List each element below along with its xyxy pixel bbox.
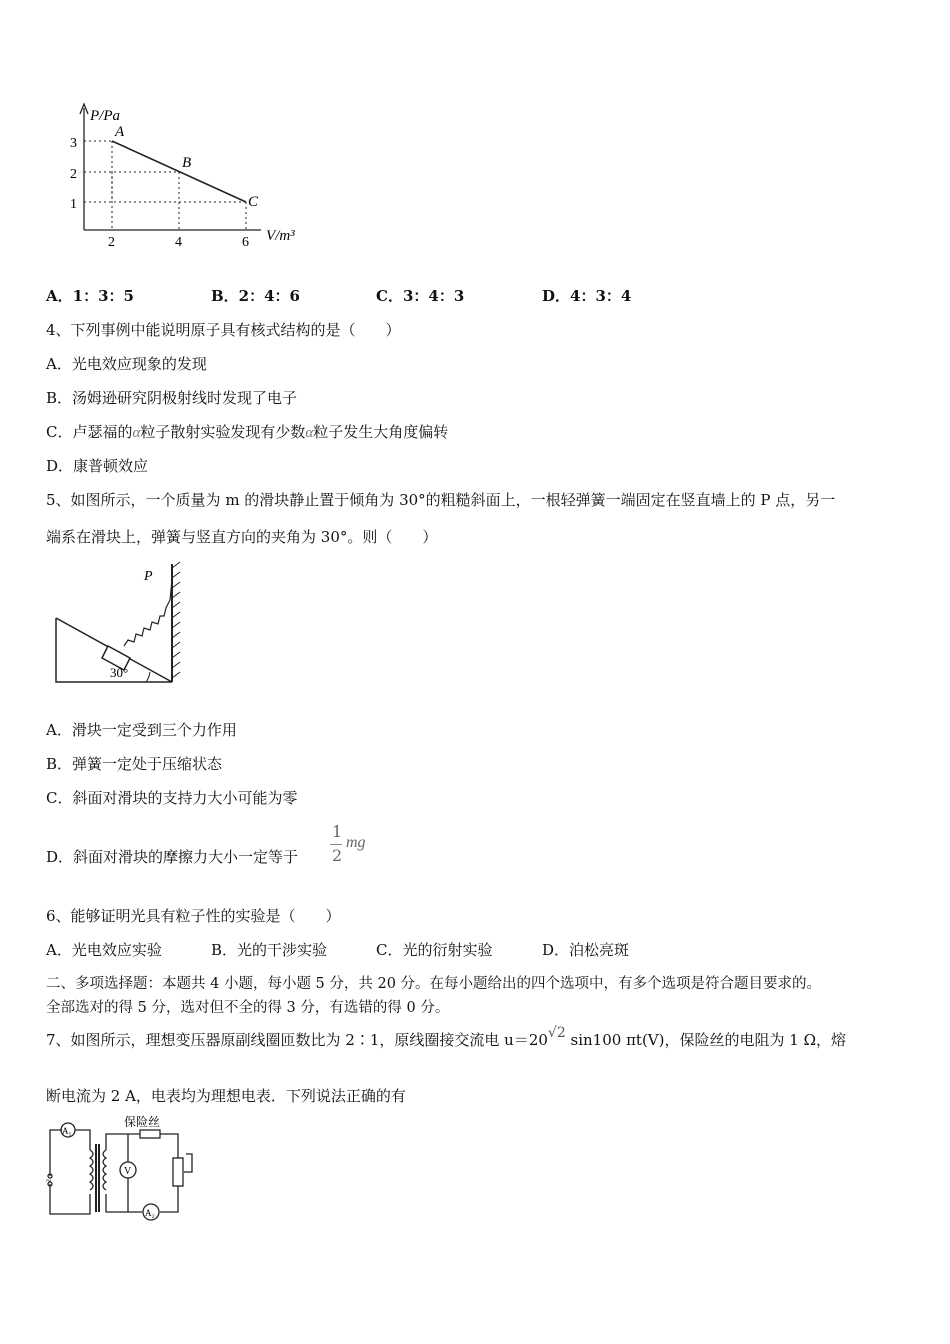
label-v: V bbox=[124, 1166, 132, 1177]
q4-option-b[interactable]: B．汤姆逊研究阴极射线时发现了电子 bbox=[46, 389, 298, 407]
q7-stem-line1 bbox=[46, 1025, 847, 1051]
label-a1: A₁ bbox=[62, 1126, 72, 1136]
section2-line2: 全部选对的得 5 分，选对但不全的得 3 分，有选错的得 0 分。 bbox=[46, 1000, 450, 1016]
point-label-b: B bbox=[182, 155, 192, 171]
x-tick: 4 bbox=[175, 235, 182, 250]
q3-option-b[interactable]: B．2：4：6 bbox=[211, 287, 300, 305]
q4-c-post: 粒子发生大角度偏转 bbox=[313, 423, 449, 441]
label-ac: ~ bbox=[46, 1176, 52, 1187]
q4-option-d[interactable]: D．康普顿效应 bbox=[46, 457, 149, 475]
q5-option-d[interactable]: D．斜面对滑块的摩擦力大小一定等于 bbox=[46, 848, 299, 866]
secondary-coil bbox=[103, 1150, 106, 1190]
spring bbox=[124, 580, 172, 646]
x-tick: 2 bbox=[108, 235, 115, 250]
q6-option-d[interactable]: D．泊松亮斑 bbox=[542, 941, 630, 959]
q6-option-c[interactable]: C．光的衍射实验 bbox=[376, 941, 493, 959]
x-tick: 6 bbox=[242, 235, 249, 250]
fraction-numerator: 1 bbox=[332, 822, 343, 841]
q7-stem-post: sin100 πt(V)，保险丝的电阻为 1 Ω，熔 bbox=[565, 1031, 847, 1049]
sqrt-two: √2 bbox=[547, 1025, 566, 1041]
q3-option-a[interactable]: A．1：3：5 bbox=[46, 287, 134, 305]
primary-coil bbox=[90, 1150, 93, 1190]
q3-option-c[interactable]: C．3：4：3 bbox=[376, 287, 465, 305]
q5-stem-line1: 5、如图所示，一个质量为 m 的滑块静止置于倾角为 30°的粗糙斜面上，一根轻弹簧一端固定在竖直墙上的 P 点，另一 bbox=[46, 491, 836, 509]
fraction-denominator: 2 bbox=[332, 846, 343, 865]
alpha-symbol: α bbox=[305, 425, 314, 441]
x-axis-label: V/m³ bbox=[266, 228, 295, 244]
label-angle: 30° bbox=[110, 665, 129, 680]
section2-line1: 二、多项选择题：本题共 4 小题，每小题 5 分，共 20 分。在每小题给出的四个选项中，有多个选项是符合题目要求的。 bbox=[46, 976, 822, 992]
q5-option-b[interactable]: B．弹簧一定处于压缩状态 bbox=[46, 755, 223, 773]
fuse bbox=[140, 1130, 160, 1138]
rheostat bbox=[173, 1158, 183, 1186]
q4-c-pre: C．卢瑟福的 bbox=[46, 423, 133, 441]
point-label-a: A bbox=[115, 124, 125, 140]
rheostat-slider bbox=[184, 1154, 192, 1172]
fraction-half-mg bbox=[330, 822, 370, 868]
q7-stem-pre: 7、如图所示，理想变压器原副线圈匝数比为 2∶1，原线圈接交流电 u＝20 bbox=[46, 1031, 548, 1049]
q4-c-mid: 粒子散射实验发现有少数 bbox=[140, 423, 306, 441]
y-tick: 2 bbox=[70, 167, 77, 182]
q4-option-a[interactable]: A．光电效应现象的发现 bbox=[46, 355, 207, 373]
q6-option-b[interactable]: B．光的干涉实验 bbox=[211, 941, 328, 959]
pv-graph bbox=[66, 100, 316, 260]
label-p: P bbox=[144, 569, 153, 584]
alpha-symbol: α bbox=[132, 425, 141, 441]
transformer-circuit bbox=[44, 1114, 204, 1224]
label-a2: A₂ bbox=[145, 1208, 155, 1218]
q5-option-c[interactable]: C．斜面对滑块的支持力大小可能为零 bbox=[46, 789, 298, 807]
y-tick: 1 bbox=[70, 197, 77, 212]
label-fuse: 保险丝 bbox=[124, 1115, 161, 1129]
q4-stem: 4、下列事例中能说明原子具有核式结构的是（ ） bbox=[46, 321, 401, 339]
q5-option-a[interactable]: A．滑块一定受到三个力作用 bbox=[46, 721, 237, 739]
incline-figure bbox=[50, 560, 190, 690]
primary-wire-top bbox=[50, 1130, 62, 1176]
y-tick: 3 bbox=[70, 136, 77, 151]
wall-hatch bbox=[172, 562, 180, 678]
q7-stem-line2: 断电流为 2 A，电表均为理想电表．下列说法正确的有 bbox=[46, 1087, 406, 1105]
point-label-c: C bbox=[248, 194, 259, 210]
q6-stem: 6、能够证明光具有粒子性的实验是（ ） bbox=[46, 907, 341, 925]
y-axis-label: P/Pa bbox=[90, 108, 120, 124]
q3-option-d[interactable]: D．4：3：4 bbox=[542, 287, 632, 305]
mg-symbol: mg bbox=[346, 834, 366, 851]
q5-stem-line2: 端系在滑块上，弹簧与竖直方向的夹角为 30°。则（ ） bbox=[46, 528, 438, 546]
q6-option-a[interactable]: A．光电效应实验 bbox=[46, 941, 162, 959]
q4-option-c[interactable] bbox=[46, 422, 448, 443]
